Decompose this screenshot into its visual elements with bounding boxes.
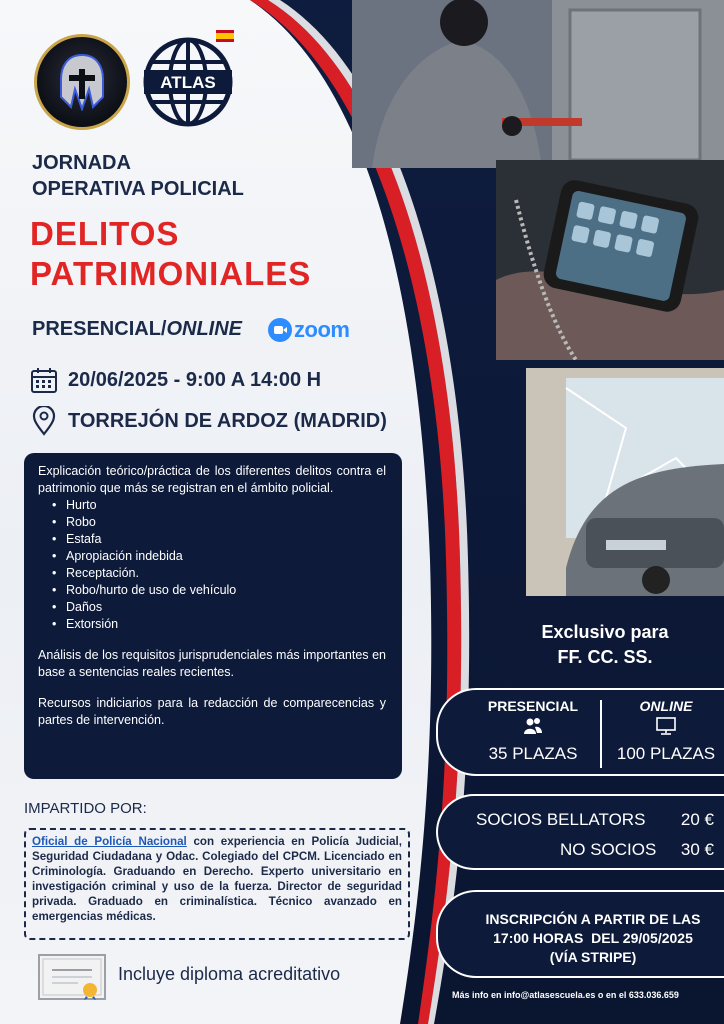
registration-panel — [436, 890, 724, 978]
event-kicker — [32, 150, 244, 202]
registration-line-3: (VÍA STRIPE) — [549, 949, 637, 965]
event-mode — [32, 318, 242, 341]
calendar-icon — [30, 366, 58, 394]
people-icon — [523, 717, 543, 735]
bellators-logo — [34, 34, 130, 130]
prices-panel — [436, 794, 724, 870]
registration-line-2: 17:00 HORAS DEL 29/05/2025 — [493, 930, 693, 946]
socios-label: SOCIOS BELLATORS — [476, 810, 646, 829]
location-row — [30, 406, 387, 436]
kicker-line-1: JORNADA — [32, 152, 131, 174]
instructor-box — [24, 828, 410, 940]
atlas-logo — [142, 36, 234, 128]
mode-online: ONLINE — [166, 318, 243, 340]
presencial-count: 35 PLAZAS — [488, 744, 578, 763]
date-row — [30, 366, 321, 394]
monitor-icon — [656, 717, 676, 735]
audience-line-1: Exclusivo para — [541, 622, 669, 642]
event-date: 20/06/2025 - 9:00 A 14:00 H — [68, 368, 322, 391]
instructor-heading: IMPARTIDO POR: — [24, 800, 147, 817]
list-item: • Receptación. — [52, 565, 386, 582]
instructor-highlight: Oficial de Policía Nacional — [32, 835, 187, 848]
spain-flag-icon — [216, 30, 234, 42]
title-line-2: PATRIMONIALES — [30, 255, 312, 292]
instructor-bio: con experiencia en Policía Judicial, Seguridad Ciudadana y Odac. Colegiado del CPCM. Licenciado en Criminología. Graduando en Derecho. Experto universitario en investigación criminal y uso de la fuerza. Director de seguridad privada. Graduado en criminalística. Técnico avanzado en emergencias médicas. — [32, 835, 403, 923]
burglar-photo — [352, 0, 724, 168]
crime-list — [52, 497, 386, 633]
audience — [500, 620, 710, 670]
location-pin-icon — [30, 406, 58, 436]
plazas-panel — [436, 688, 724, 776]
zoom-label: zoom — [294, 317, 350, 342]
plazas-presencial — [478, 698, 588, 764]
nosocios-label: NO SOCIOS — [560, 840, 657, 859]
description-para-3: Recursos indiciarios para la redacción de comparecencias y partes de intervención. — [38, 696, 386, 727]
list-item: • Daños — [52, 599, 386, 616]
car-crash-photo — [526, 368, 724, 596]
registration-text — [466, 910, 720, 967]
audience-line-2: FF. CC. SS. — [557, 647, 653, 667]
description-para-2: Análisis de los requisitos jurisprudenciales más importantes en base a sentencias reales recientes. — [38, 648, 386, 679]
price-row-nosocios — [560, 840, 714, 860]
zoom-camera-icon — [268, 318, 292, 342]
description-intro: Explicación teórico/práctica de los diferentes delitos contra el patrimonio que más se registran en el ámbito policial. — [38, 464, 386, 495]
mode-prefix: PRESENCIAL/ — [32, 318, 167, 340]
list-item: • Robo — [52, 514, 386, 531]
socios-price: 20 € — [680, 810, 714, 829]
event-location: TORREJÓN DE ARDOZ (MADRID) — [68, 409, 387, 432]
online-label: ONLINE — [639, 698, 693, 714]
contact-info: Más info en info@atlasescuela.es o en el 633.036.659 — [452, 990, 679, 1000]
title-line-1: DELITOS — [30, 215, 180, 252]
price-row-socios — [476, 810, 714, 830]
list-item: • Extorsión — [52, 616, 386, 633]
plazas-divider — [600, 700, 602, 768]
diploma-label: Incluye diploma acreditativo — [118, 964, 341, 984]
zoom-logo — [268, 316, 349, 344]
presencial-label: PRESENCIAL — [487, 698, 579, 714]
description-box — [24, 453, 402, 779]
atlas-logo-text: ATLAS — [160, 73, 216, 92]
event-title — [30, 214, 311, 294]
list-item: • Apropiación indebida — [52, 548, 386, 565]
kicker-line-2: OPERATIVA POLICIAL — [32, 178, 244, 200]
nosocios-price: 30 € — [680, 840, 714, 859]
diploma-icon — [38, 954, 106, 1000]
plazas-online — [610, 698, 722, 764]
list-item: • Hurto — [52, 497, 386, 514]
online-count: 100 PLAZAS — [616, 744, 716, 763]
helmet-icon — [57, 53, 107, 111]
pickpocket-photo — [496, 160, 724, 360]
registration-line-1: INSCRIPCIÓN A PARTIR DE LAS — [485, 911, 701, 927]
list-item: • Estafa — [52, 531, 386, 548]
list-item: • Robo/hurto de uso de vehículo — [52, 582, 386, 599]
